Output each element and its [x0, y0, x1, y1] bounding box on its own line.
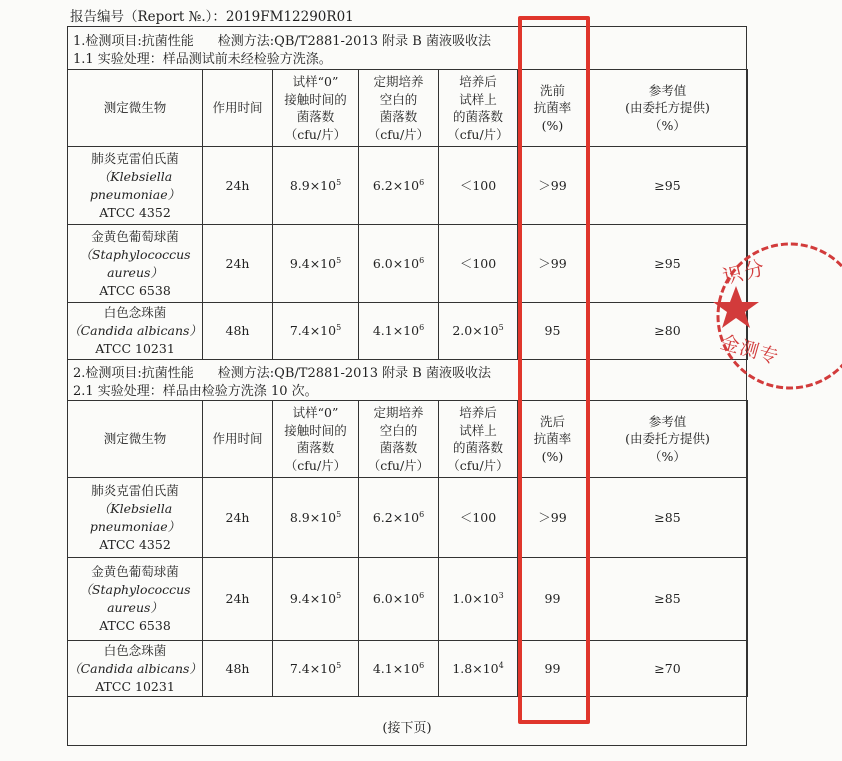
zero-count-cell: $8.9\times 10^5$	[273, 478, 359, 558]
zero-count-cell: $8.9\times 10^5$	[273, 147, 359, 225]
rate-cell: ＞99	[518, 147, 588, 225]
report-number: 报告编号（Report №.）：2019FM12290R01	[70, 9, 354, 25]
blank-count-cell: $6.2\times 10^6$	[359, 478, 439, 558]
section2-table	[67, 400, 748, 697]
zero-count-cell: $7.4\times 10^5$	[273, 641, 359, 697]
zero-count-cell: $9.4\times 10^5$	[273, 558, 359, 641]
organism-cell: 肺炎克雷伯氏菌 （Klebsiella pneumoniae） ATCC 4352	[68, 478, 203, 558]
section1-title	[73, 30, 491, 49]
after-count-cell: ＜100	[439, 478, 518, 558]
organism-cell: 肺炎克雷伯氏菌 （Klebsiella pneumoniae） ATCC 4352	[68, 147, 203, 225]
header-reference: 参考值 (由委托方提供) （%）	[588, 70, 748, 147]
blank-count-cell: $6.0\times 10^6$	[359, 225, 439, 303]
rate-cell: 99	[518, 558, 588, 641]
continued-note: (接下页)	[382, 721, 432, 736]
table-row	[68, 225, 748, 303]
header-after-count: 培养后 试样上 的菌落数 （cfu/片）	[439, 401, 518, 478]
section1-method: 检测方法:QB/T2881-2013 附录 B 菌液吸收法	[217, 34, 491, 49]
blank-count-cell: $4.1\times 10^6$	[359, 641, 439, 697]
stamp-text-bottom: 金测专	[717, 331, 782, 369]
official-stamp	[712, 238, 842, 398]
section1-item: 1.检测项目:抗菌性能	[73, 34, 194, 49]
after-count-cell: $1.8\times 10^4$	[439, 641, 518, 697]
table-row	[68, 641, 748, 697]
stamp-text-top: 识分	[720, 254, 769, 289]
section2-method: 检测方法:QB/T2881-2013 附录 B 菌液吸收法	[217, 366, 491, 381]
organism-cell: 金黄色葡萄球菌 （Staphylococcus aureus） ATCC 6538	[68, 558, 203, 641]
after-count-cell: ＜100	[439, 147, 518, 225]
header-blank-count: 定期培养 空白的 菌落数 （cfu/片）	[359, 70, 439, 147]
header-rate: 洗前 抗菌率 (%)	[518, 70, 588, 147]
header-organism: 测定微生物	[68, 70, 203, 147]
zero-count-cell: $7.4\times 10^5$	[273, 303, 359, 360]
rate-cell: ＞99	[518, 478, 588, 558]
time-cell: 24h	[203, 478, 273, 558]
table-row	[68, 558, 748, 641]
table-row	[68, 147, 748, 225]
time-cell: 48h	[203, 303, 273, 360]
header-reference: 参考值 (由委托方提供) （%）	[588, 401, 748, 478]
after-count-cell: ＜100	[439, 225, 518, 303]
reference-cell: ≥70	[588, 641, 748, 697]
section1-treatment: 1.1 实验处理：样品测试前未经检验方洗涤。	[73, 52, 332, 67]
zero-count-cell: $9.4\times 10^5$	[273, 225, 359, 303]
blank-count-cell: $6.2\times 10^6$	[359, 147, 439, 225]
time-cell: 24h	[203, 147, 273, 225]
header-zero-count: 试样“0” 接触时间的 菌落数 （cfu/片）	[273, 70, 359, 147]
blank-count-cell: $6.0\times 10^6$	[359, 558, 439, 641]
header-organism: 测定微生物	[68, 401, 203, 478]
after-count-cell: $2.0\times 10^5$	[439, 303, 518, 360]
organism-cell: 金黄色葡萄球菌 （Staphylococcus aureus） ATCC 6538	[68, 225, 203, 303]
time-cell: 48h	[203, 641, 273, 697]
table-row	[68, 303, 748, 360]
header-zero-count: 试样“0” 接触时间的 菌落数 （cfu/片）	[273, 401, 359, 478]
organism-cell: 白色念珠菌 （Candida albicans） ATCC 10231	[68, 641, 203, 697]
section2-item: 2.检测项目:抗菌性能	[73, 366, 194, 381]
table-row	[68, 478, 748, 558]
blank-count-cell: $4.1\times 10^6$	[359, 303, 439, 360]
table-header-row	[68, 70, 748, 147]
table-header-row	[68, 401, 748, 478]
rate-cell: ＞99	[518, 225, 588, 303]
header-rate: 洗后 抗菌率 (%)	[518, 401, 588, 478]
rate-cell: 95	[518, 303, 588, 360]
organism-cell: 白色念珠菌 （Candida albicans） ATCC 10231	[68, 303, 203, 360]
header-after-count: 培养后 试样上 的菌落数 （cfu/片）	[439, 70, 518, 147]
reference-cell: ≥95	[588, 225, 748, 303]
reference-cell: ≥80	[588, 303, 748, 360]
section2-title	[73, 362, 491, 381]
rate-column-highlight	[518, 16, 590, 724]
header-time: 作用时间	[203, 70, 273, 147]
header-time: 作用时间	[203, 401, 273, 478]
reference-cell: ≥85	[588, 558, 748, 641]
section1-table	[67, 69, 748, 360]
time-cell: 24h	[203, 225, 273, 303]
after-count-cell: $1.0\times 10^3$	[439, 558, 518, 641]
section2-treatment: 2.1 实验处理：样品由检验方洗涤 10 次。	[73, 384, 318, 399]
reference-cell: ≥95	[588, 147, 748, 225]
time-cell: 24h	[203, 558, 273, 641]
reference-cell: ≥85	[588, 478, 748, 558]
header-blank-count: 定期培养 空白的 菌落数 （cfu/片）	[359, 401, 439, 478]
rate-cell: 99	[518, 641, 588, 697]
